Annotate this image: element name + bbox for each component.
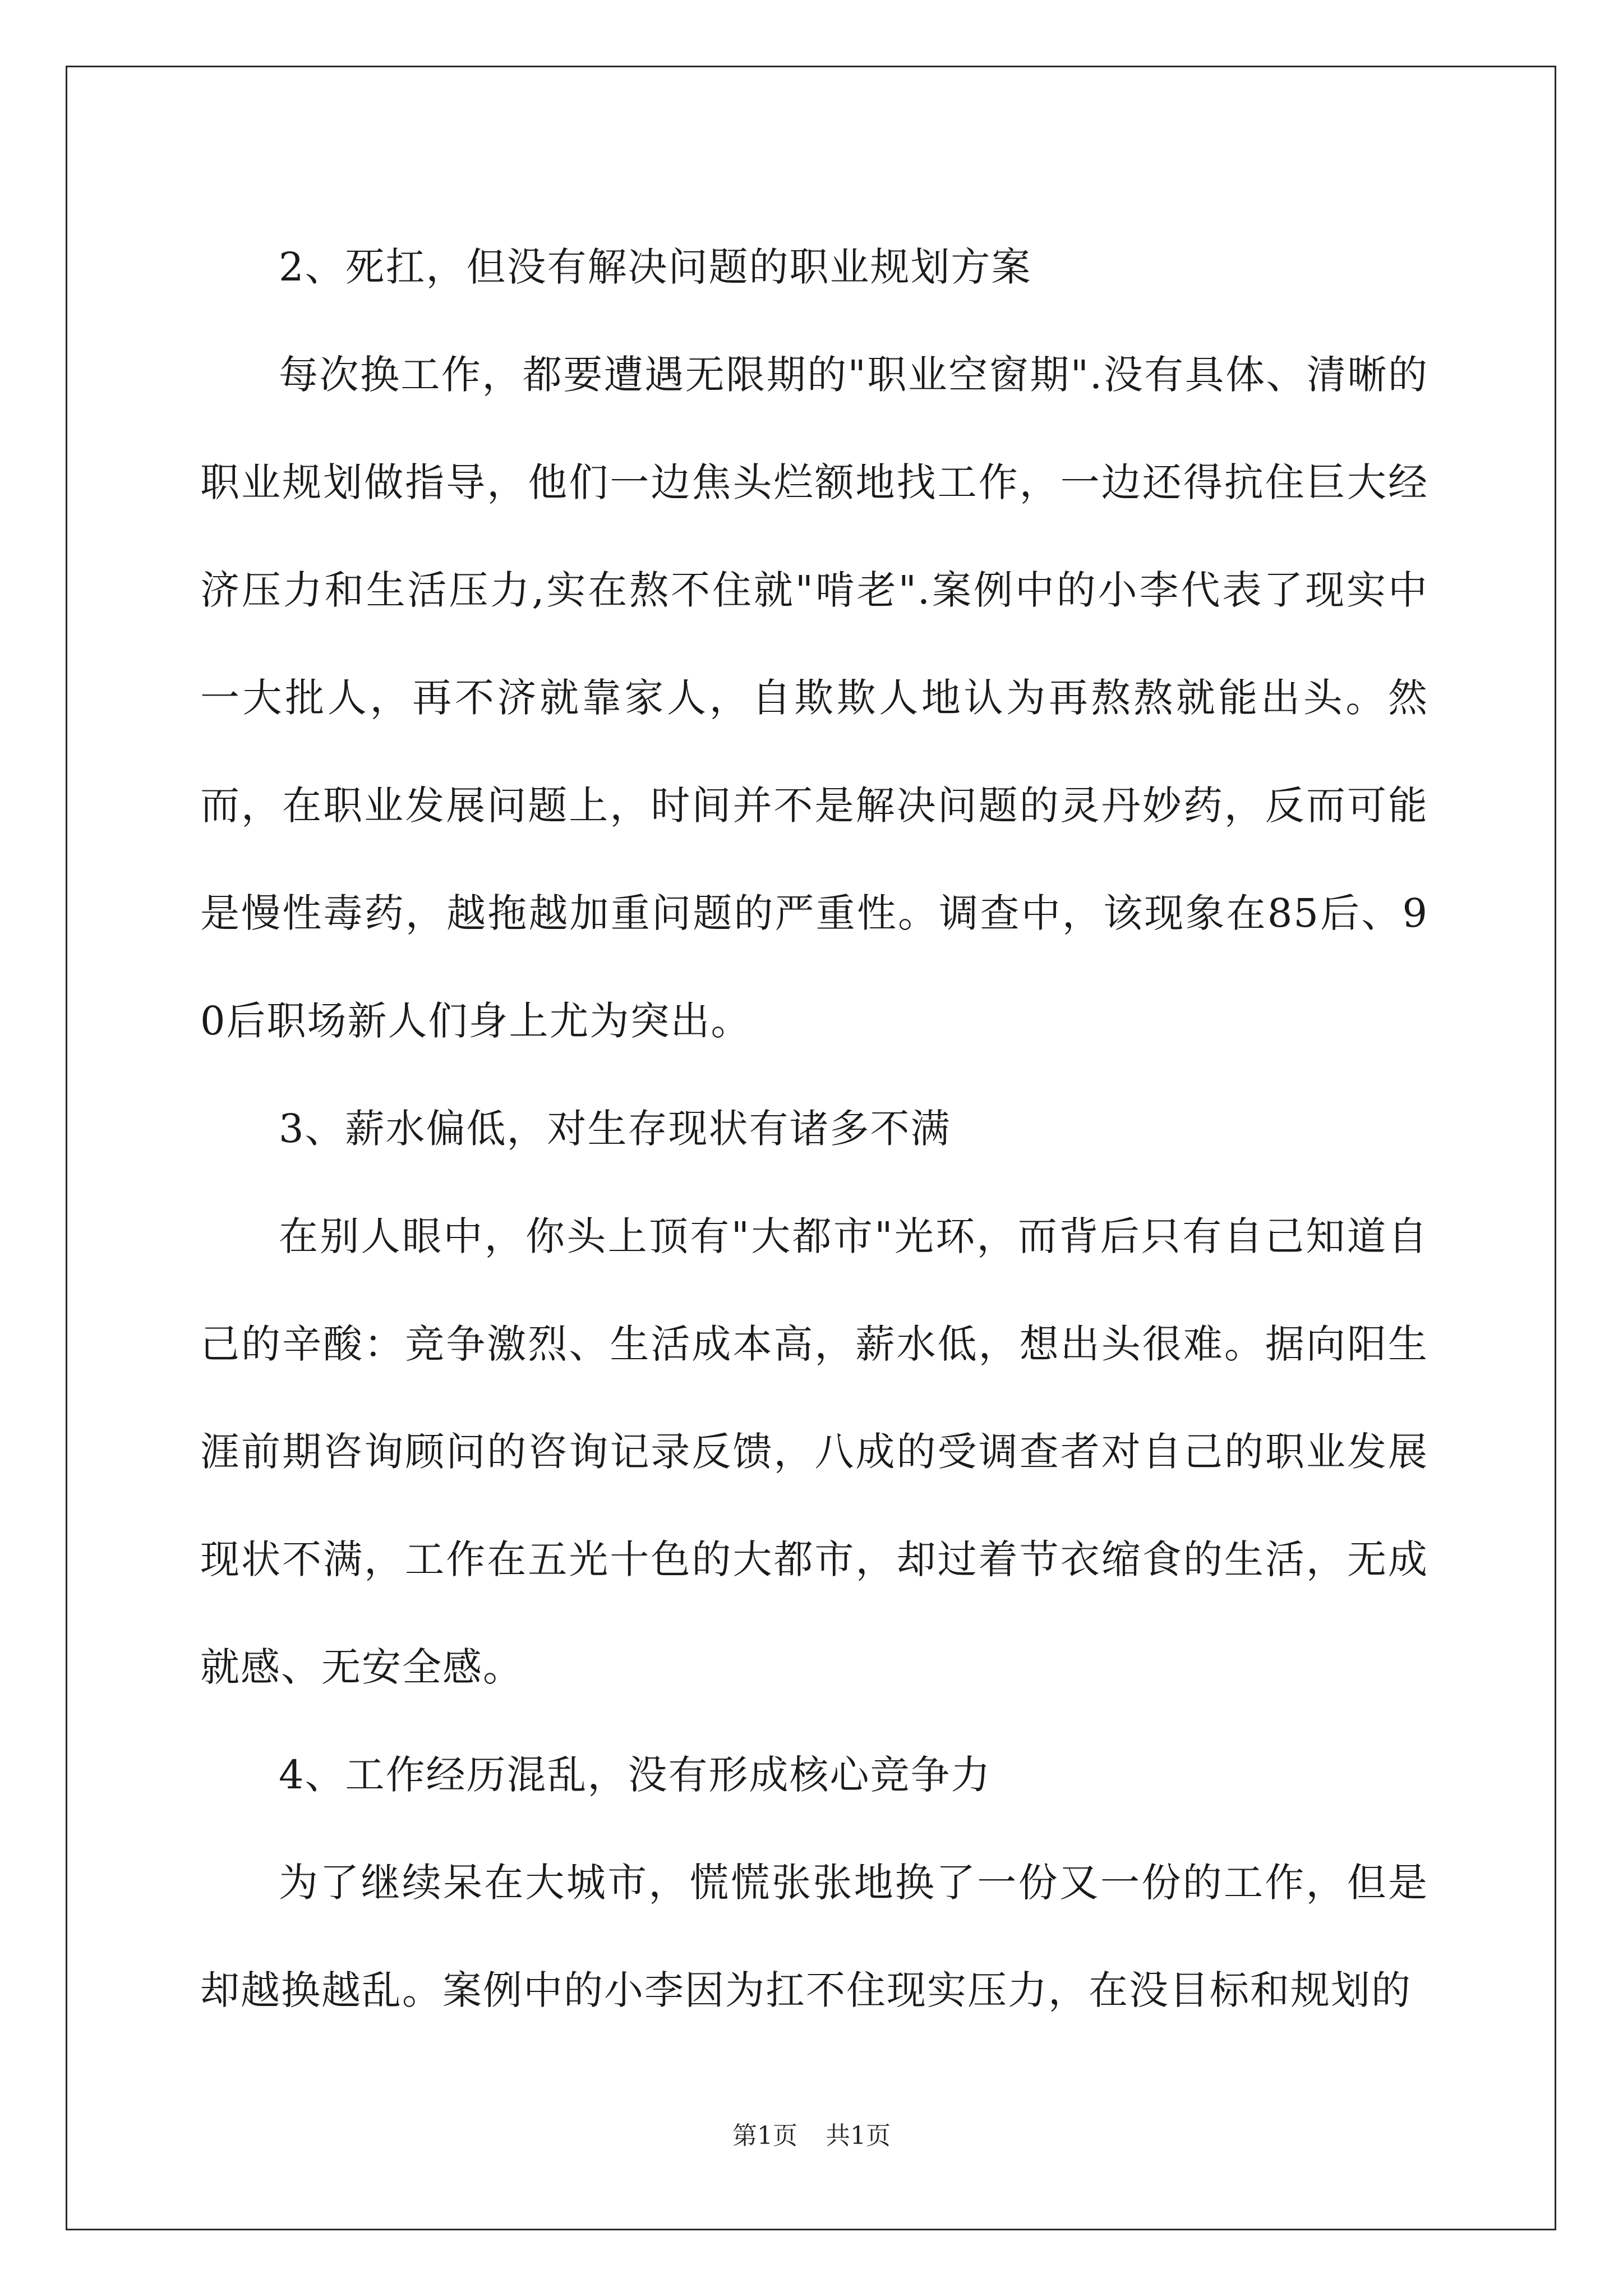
section-paragraph-3: 在别人眼中，你头上顶有"大都市"光环，而背后只有自己知道自己的辛酸：竞争激烈、生活成本高，薪水低，想出头很难。据向阳生涯前期咨询顾问的咨询记录反馈，八成的受调查者对自己的职业发展现状不满，工作在五光十色的大都市，却过着节衣缩食的生活，无成就感、无安全感。 xyxy=(200,1213,1428,1690)
section-paragraph-4: 为了继续呆在大城市，慌慌张张地换了一份又一份的工作，但是却越换越乱。案例中的小李因为扛不住现实压力，在没目标和规划的 xyxy=(200,1860,1428,2013)
page-number: 第1页 xyxy=(732,2122,797,2150)
page-total: 共1页 xyxy=(826,2122,891,2150)
section-heading-3: 3、薪水偏低，对生存现状有诸多不满 xyxy=(279,1106,951,1152)
page-footer xyxy=(0,2119,1623,2153)
section-heading-4: 4、工作经历混乱，没有形成核心竞争力 xyxy=(279,1752,992,1798)
section-heading-2: 2、死扛，但没有解决问题的职业规划方案 xyxy=(279,244,1032,290)
document-body xyxy=(200,213,1428,2044)
section-paragraph-2: 每次换工作，都要遭遇无限期的"职业空窗期".没有具体、清晰的职业规划做指导，他们一边焦头烂额地找工作，一边还得抗住巨大经济压力和生活压力,实在熬不住就"啃老".案例中的小李代表了现实中一大批人，再不济就靠家人，自欺欺人地认为再熬熬就能出头。然而，在职业发展问题上，时间并不是解决问题的灵丹妙药，反而可能是慢性毒药，越拖越加重问题的严重性。调查中，该现象在85后、90后职场新人们身上尤为突出。 xyxy=(200,352,1428,1044)
